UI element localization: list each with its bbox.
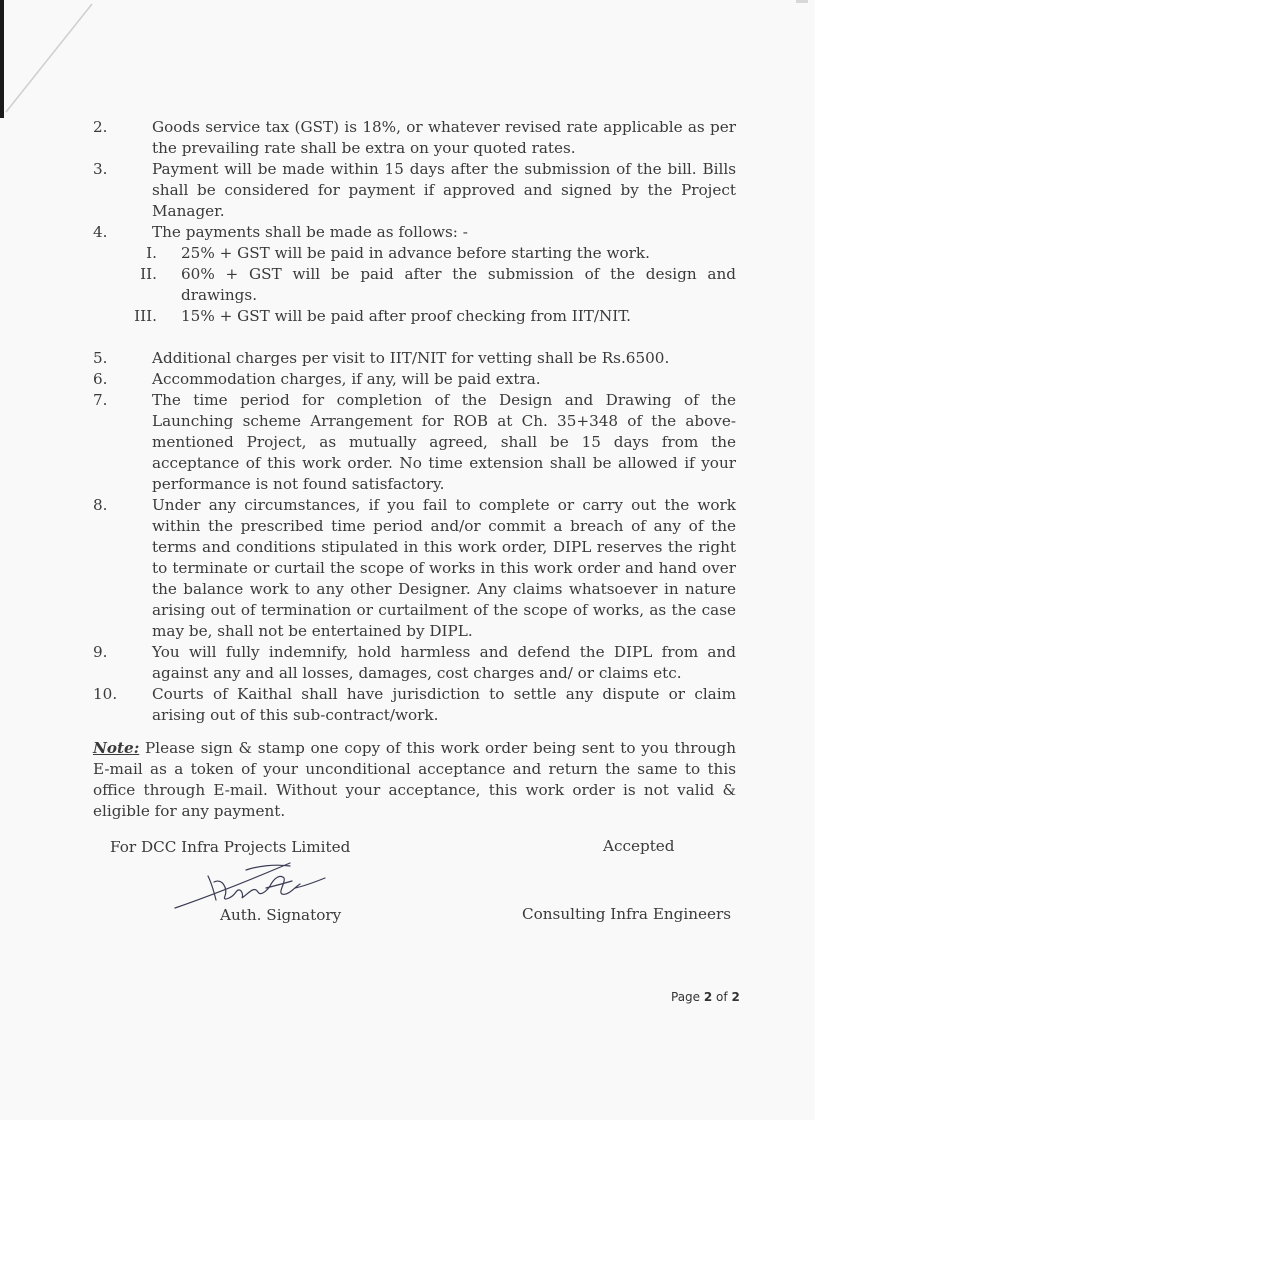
sub-item [93, 243, 736, 264]
item-text: You will fully indemnify, hold harmless and defend the DIPL from and against any and all losses, damages, cost charges and/ or claims etc. [152, 643, 736, 682]
note-text: Please sign & stamp one copy of this work order being sent to you through E-mail as a token of your unconditional acceptance and return the same to this office through E-mail. Without your acceptance, this work order is not valid & eligible for any payment. [93, 739, 736, 820]
item-number: 7. [93, 391, 108, 409]
item-text: Goods service tax (GST) is 18%, or whatever revised rate applicable as per the prevailing rate shall be extra on your quoted rates. [152, 118, 736, 157]
list-item [93, 495, 736, 642]
handwritten-signature [170, 848, 340, 913]
sub-item-text: 15% + GST will be paid after proof checking from IIT/NIT. [181, 307, 632, 325]
list-item [93, 348, 736, 369]
page-number [671, 990, 740, 1004]
item-number: 9. [93, 643, 108, 661]
sub-item [93, 306, 736, 327]
sub-item-text: 25% + GST will be paid in advance before starting the work. [181, 244, 650, 262]
item-text: The payments shall be made as follows: - [152, 223, 468, 241]
list-item [93, 642, 736, 684]
list-item [93, 684, 736, 726]
list-item [93, 117, 736, 159]
item-number: 3. [93, 160, 108, 178]
sub-item-number: I. [146, 244, 157, 262]
spacer [93, 327, 736, 348]
item-number: 4. [93, 223, 108, 241]
list-item [93, 390, 736, 495]
item-text: The time period for completion of the Design and Drawing of the Launching scheme Arrangement for ROB at Ch. 35+348 of the above-mentioned Project, as mutually agreed, shall be 15 days from the acceptance of this work order. No time extension shall be allowed if your performance is not found satisfactory. [152, 391, 736, 493]
item-text: Accommodation charges, if any, will be paid extra. [152, 370, 541, 388]
note-label: Note: [93, 739, 140, 757]
item-text: Payment will be made within 15 days after the submission of the bill. Bills shall be considered for payment if approved and signed by the Project Manager. [152, 160, 736, 220]
page-number-prefix: Page [671, 990, 704, 1004]
item-text: Courts of Kaithal shall have jurisdiction to settle any dispute or claim arising out of this sub-contract/work. [152, 685, 736, 724]
sub-item-text: 60% + GST will be paid after the submission of the design and drawings. [181, 265, 736, 304]
sub-item-number: III. [134, 307, 157, 325]
sub-item [93, 264, 736, 306]
note-paragraph [93, 738, 736, 822]
item-number: 8. [93, 496, 108, 514]
list-item [93, 369, 736, 390]
terms-list [93, 117, 736, 822]
item-text: Under any circumstances, if you fail to complete or carry out the work within the prescribed time period and/or commit a breach of any of the terms and conditions stipulated in this work order, DIPL reserves the right to terminate or curtail the scope of works in this work order and hand over the balance work to any other Designer. Any claims whatsoever in nature arising out of termination or curtailment of the scope of works, as the case may be, shall not be entertained by DIPL. [152, 496, 736, 640]
acceptance-heading: Accepted [603, 837, 675, 855]
scan-mark [796, 0, 808, 3]
item-number: 5. [93, 349, 108, 367]
page-number-of: of [712, 990, 732, 1004]
item-text: Additional charges per visit to IIT/NIT for vetting shall be Rs.6500. [152, 349, 670, 367]
sub-item-number: II. [140, 265, 157, 283]
list-item [93, 159, 736, 222]
item-number: 2. [93, 118, 108, 136]
page-total: 2 [731, 990, 740, 1004]
list-item [93, 222, 736, 243]
item-number: 6. [93, 370, 108, 388]
scan-fold-line [0, 0, 120, 120]
item-number: 10. [93, 685, 118, 703]
company-signatory-title: Auth. Signatory [220, 906, 342, 924]
page-current: 2 [703, 990, 713, 1004]
company-signature-heading: For DCC Infra Projects Limited [110, 838, 351, 856]
consultant-name: Consulting Infra Engineers [522, 905, 732, 923]
